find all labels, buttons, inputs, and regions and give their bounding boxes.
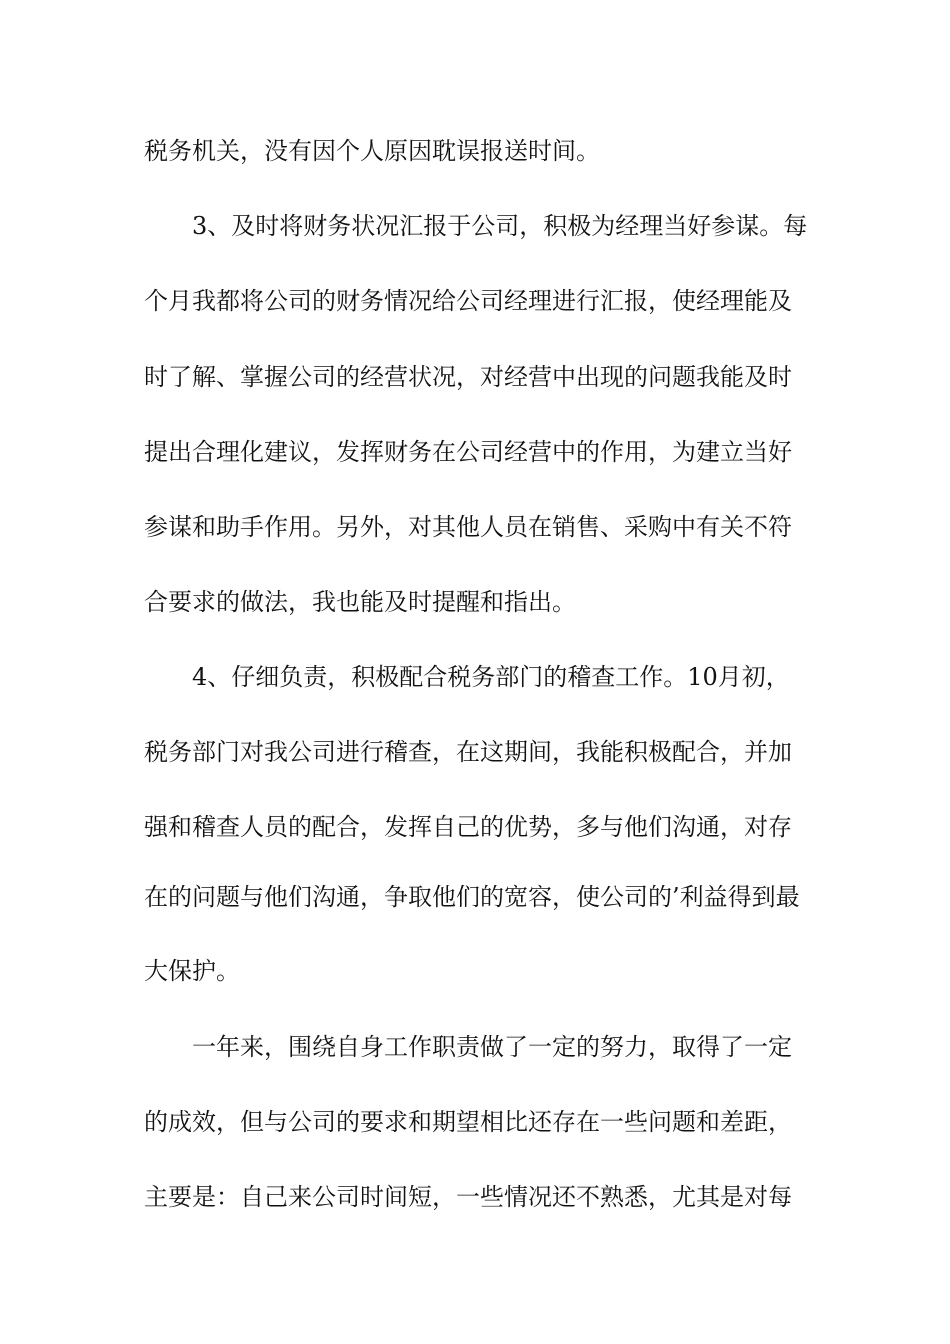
body-text-line: 大保护。 bbox=[144, 957, 240, 985]
body-text-line: 的成效，但与公司的要求和期望相比还存在一些问题和差距， bbox=[144, 1108, 792, 1136]
paragraph-first-line: 4、仔细负责，积极配合税务部门的稽查工作。10月初， bbox=[192, 663, 790, 691]
body-text-line: 税务部门对我公司进行稽查，在这期间，我能积极配合，并加 bbox=[144, 738, 792, 766]
body-text-line: 主要是：自己来公司时间短，一些情况还不熟悉，尤其是对每 bbox=[144, 1183, 792, 1211]
body-text-line: 时了解、掌握公司的经营状况，对经营中出现的问题我能及时 bbox=[144, 363, 792, 391]
body-text-line: 提出合理化建议，发挥财务在公司经营中的作用，为建立当好 bbox=[144, 438, 792, 466]
body-text-line: 个月我都将公司的财务情况给公司经理进行汇报，使经理能及 bbox=[144, 287, 792, 315]
body-text-line: 在的问题与他们沟通，争取他们的宽容，使公司的’利益得到最 bbox=[144, 883, 800, 911]
body-text-line: 合要求的做法，我也能及时提醒和指出。 bbox=[144, 588, 576, 616]
paragraph-first-line: 3、及时将财务状况汇报于公司，积极为经理当好参谋。每 bbox=[192, 212, 808, 240]
body-text-line: 税务机关，没有因个人原因耽误报送时间。 bbox=[144, 137, 600, 165]
body-text-line: 强和稽查人员的配合，发挥自己的优势，多与他们沟通，对存 bbox=[144, 813, 792, 841]
paragraph-first-line: 一年来，围绕自身工作职责做了一定的努力，取得了一定 bbox=[192, 1033, 792, 1061]
body-text-line: 参谋和助手作用。另外，对其他人员在销售、采购中有关不符 bbox=[144, 513, 792, 541]
